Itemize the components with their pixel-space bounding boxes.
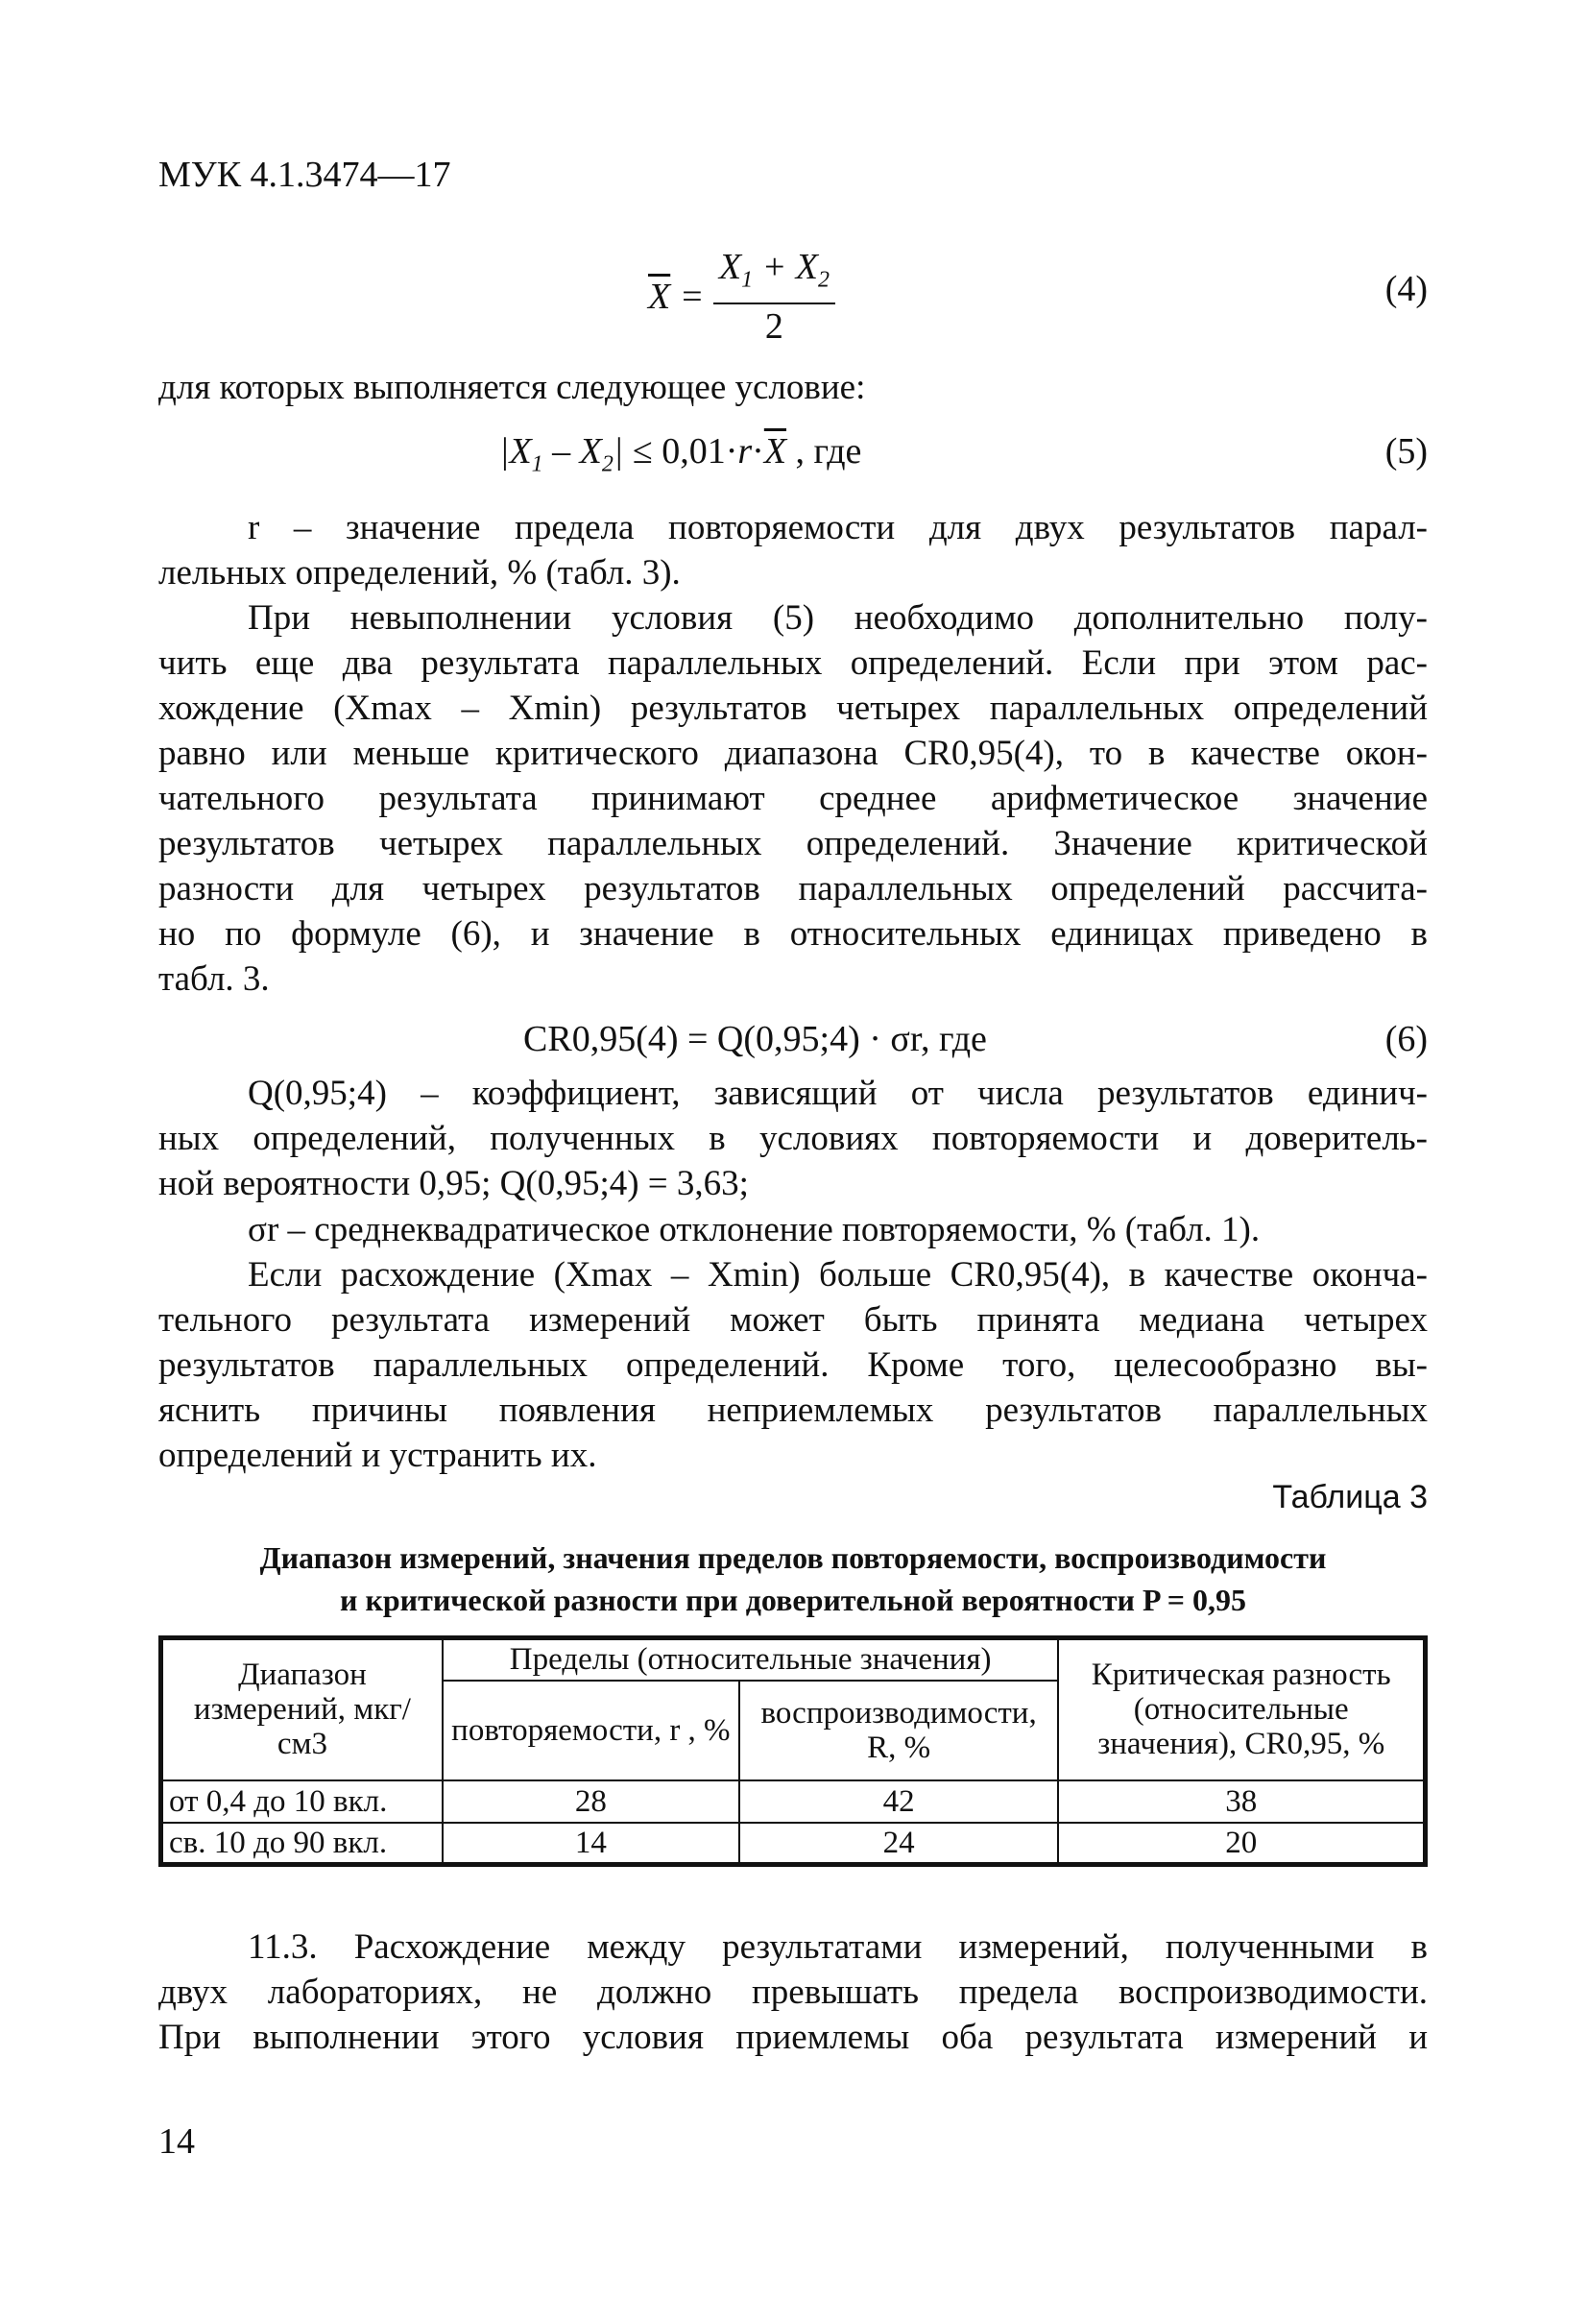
text-line: 11.3. Расхождение между результатами измерений, полученными в (248, 1927, 1428, 1967)
text-line: хождение (Xmax – Xmin) результатов четырех параллельных определений (158, 689, 1428, 728)
table-title-line: Диапазон измерений, значения пределов повторяемости, воспроизводимости (259, 1540, 1327, 1575)
formula-4-fraction (713, 245, 835, 349)
text-line: лельных определений, % (табл. 3). (158, 553, 681, 593)
paragraph-divergence (158, 1252, 1428, 1478)
formula-6-expression: CR0,95(4) = Q(0,95;4) · σr, где (523, 1019, 987, 1059)
text-line: Q(0,95;4) – коэффициент, зависящий от числа результатов единич- (248, 1074, 1428, 1113)
cell-cr: 38 (1058, 1780, 1425, 1823)
paragraph-11-3 (158, 1925, 1428, 2060)
text-line: но по формуле (6), и значение в относительных единицах приведено в (158, 914, 1428, 954)
text-line: ных определений, полученных в условиях повторяемости и доверитель- (158, 1119, 1428, 1158)
header-limits: Пределы (относительные значения) (443, 1638, 1059, 1681)
formula-4-numerator: $X_1 + X_2$ (713, 245, 835, 304)
text-line: равно или меньше критического диапазона CR0,95(4), то в качестве окон- (158, 734, 1428, 773)
table-title-line: и критической разности при доверительной вероятности P = 0,95 (340, 1583, 1246, 1617)
table-row (161, 1823, 1426, 1865)
text-line: r – значение предела повторяемости для двух результатов парал- (248, 508, 1428, 547)
equation-number-6: (6) (1384, 1019, 1428, 1059)
cell-range: св. 10 до 90 вкл. (161, 1823, 443, 1865)
formula-4-denominator: 2 (764, 305, 783, 347)
text-line: разности для четырех результатов параллельных определений рассчита- (158, 869, 1428, 908)
header-reproducibility: воспроизводимости, R, % (739, 1681, 1059, 1780)
table-row (161, 1780, 1426, 1823)
cell-range: от 0,4 до 10 вкл. (161, 1780, 443, 1823)
text-line: яснить причины появления неприемлемых результатов параллельных (158, 1391, 1428, 1430)
text-line: чательного результата принимают среднее арифметическое значение (158, 779, 1428, 818)
paragraph-sigma-definition (158, 1207, 1428, 1252)
text-line: чить еще два результата параллельных определений. Если при этом рас- (158, 643, 1428, 683)
condition-intro: для которых выполняется следующее условие: (158, 368, 866, 407)
text-line: Если расхождение (Xmax – Xmin) больше CR0,95(4), в качестве оконча- (248, 1255, 1428, 1295)
text-line: результатов четырех параллельных определений. Значение критической (158, 824, 1428, 863)
text-line: При невыполнении условия (5) необходимо дополнительно полу- (248, 598, 1428, 638)
table-title (158, 1537, 1428, 1621)
text-line: При выполнении этого условия приемлемы оба результата измерений и (158, 2018, 1428, 2057)
paragraph-q-definition (158, 1071, 1428, 1206)
table-label: Таблица 3 (1272, 1479, 1428, 1515)
page-number: 14 (158, 2121, 195, 2162)
cell-r: 28 (443, 1780, 739, 1823)
text-line: тельного результата измерений может быть принята медиана четырех (158, 1300, 1428, 1340)
formula-4 (158, 245, 1428, 347)
header-repeatability: повторяемости, r , % (443, 1681, 739, 1780)
formula-4-lhs: $\overline{X}$ = (648, 276, 705, 317)
equation-number-4: (4) (1384, 269, 1428, 309)
cell-R: 24 (739, 1823, 1059, 1865)
formula-5-expression: $|X_1 - X_2| \le 0,01\cdot r\cdot\overline{X}$ , где (499, 431, 862, 477)
text-line: определений и устранить их. (158, 1436, 597, 1475)
paragraph-r-definition (158, 505, 1428, 595)
header-critical: Критическая разность (относительные значения), CR0,95, % (1058, 1638, 1425, 1780)
text-line: результатов параллельных определений. Кроме того, целесообразно вы- (158, 1345, 1428, 1385)
text-line: σr – среднеквадратическое отклонение повторяемости, % (табл. 1). (248, 1210, 1261, 1249)
document-header: МУК 4.1.3474—17 (158, 155, 451, 195)
equation-number-5: (5) (1384, 431, 1428, 472)
cell-R: 42 (739, 1780, 1059, 1823)
header-range: Диапазон измерений, мкг/см3 (161, 1638, 443, 1780)
text-line: ной вероятности 0,95; Q(0,95;4) = 3,63; (158, 1164, 749, 1203)
document-page (158, 0, 1428, 2324)
cell-r: 14 (443, 1823, 739, 1865)
text-line: табл. 3. (158, 959, 270, 999)
cell-cr: 20 (1058, 1823, 1425, 1865)
text-line: двух лабораториях, не должно превышать предела воспроизводимости. (158, 1973, 1428, 2012)
paragraph-main (158, 595, 1428, 1002)
data-table (158, 1635, 1428, 1867)
